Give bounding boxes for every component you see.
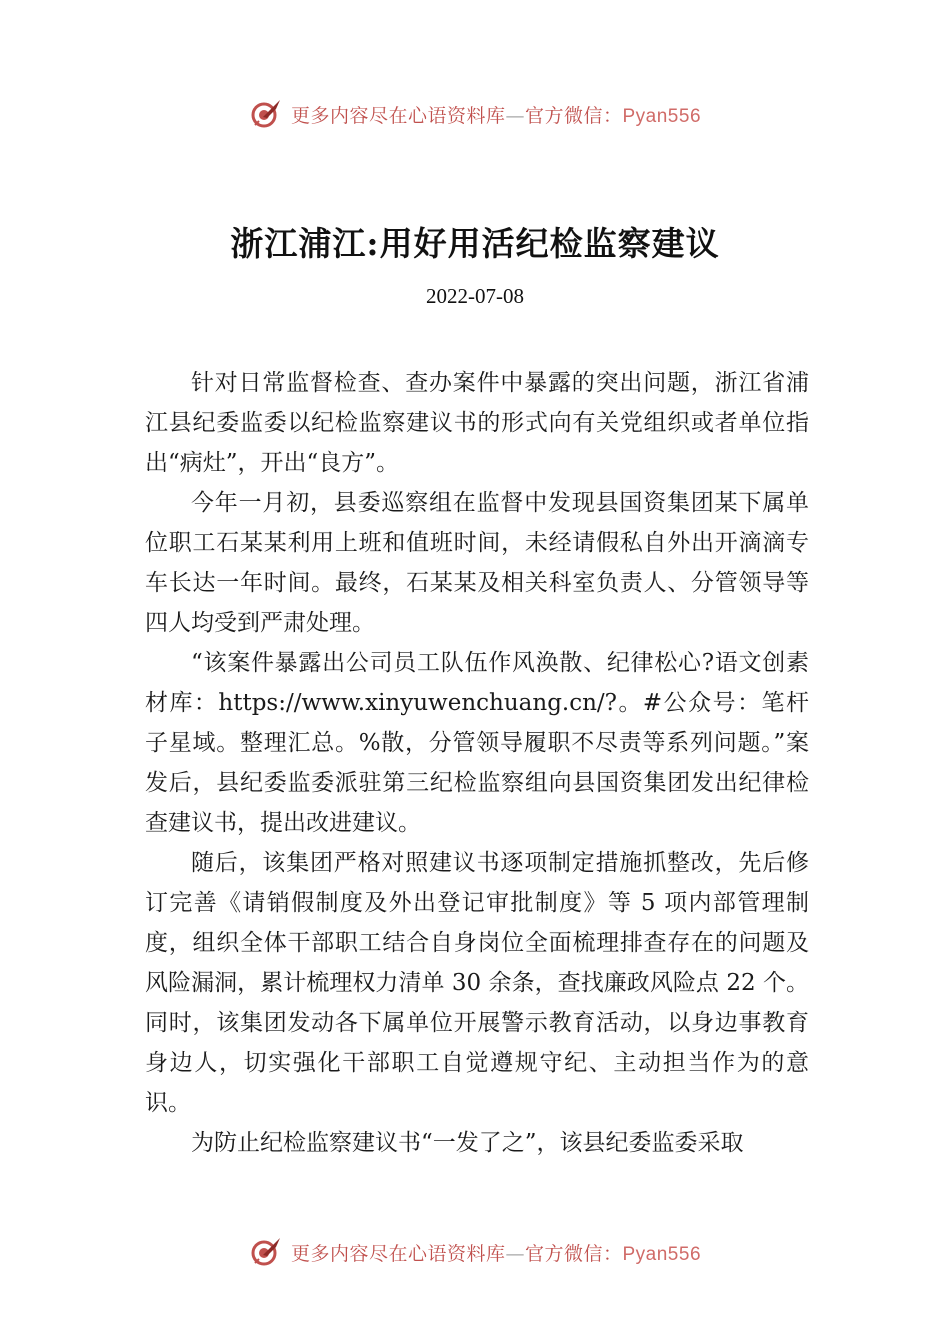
header-banner [0, 92, 950, 136]
paragraph: 今年一月初，县委巡察组在监督中发现县国资集团某下属单位职工石某某利用上班和值班时间，未经请假私自外出开滴滴专车长达一年时间。最终，石某某及相关科室负责人、分管领导等四人均受到严肃处理。 [145, 490, 809, 636]
banner-text-tail: 官方微信： [524, 1242, 623, 1265]
banner-text-main: 更多内容尽在心语资料库 [290, 104, 506, 127]
footer-banner [0, 1230, 950, 1274]
banner-wechat-id: Pyan556 [622, 1243, 702, 1265]
banner-text-tail: 官方微信： [524, 104, 623, 127]
banner-text [291, 1239, 701, 1266]
article-title: 浙江浦江:用好用活纪检监察建议 [230, 224, 720, 263]
paragraph: “该案件暴露出公司员工队伍作风涣散、纪律松心?语文创素材库：https://www.xinyuwenchuang.cn/?。#公众号：笔杆子星域。整理汇总。%散，分管领导履职不尽责等系列问题。”案发后，县纪委监委派驻第三纪检监察组向县国资集团发出纪律检查建议书，提出改进建议。 [145, 650, 809, 836]
paragraph: 为防止纪检监察建议书“一发了之”，该县纪委监委采取 [191, 1130, 744, 1156]
banner-separator: — [505, 104, 525, 127]
quill-seal-icon [249, 97, 283, 131]
paragraph: 随后，该集团严格对照建议书逐项制定措施抓整改，先后修订完善《请销假制度及外出登记审批制度》等 5 项内部管理制度，组织全体干部职工结合自身岗位全面梳理排查存在的问题及风险漏洞，累计梳理权力清单 30 余条，查找廉政风险点 22 个。同时，该集团发动各下属单位开展警示教育活动，以身边事教育身边人，切实强化干部职工自觉遵规守纪、主动担当作为的意识。 [145, 850, 809, 1116]
article-body [145, 363, 809, 1163]
banner-text [291, 101, 701, 128]
paragraph: 针对日常监督检查、查办案件中暴露的突出问题，浙江省浦江县纪委监委以纪检监察建议书的形式向有关党组织或者单位指出“病灶”，开出“良方”。 [145, 370, 809, 476]
article-date: 2022-07-08 [426, 284, 524, 308]
quill-seal-icon [249, 1235, 283, 1269]
banner-text-main: 更多内容尽在心语资料库 [290, 1242, 506, 1265]
banner-separator: — [505, 1242, 525, 1265]
banner-wechat-id: Pyan556 [622, 105, 702, 127]
